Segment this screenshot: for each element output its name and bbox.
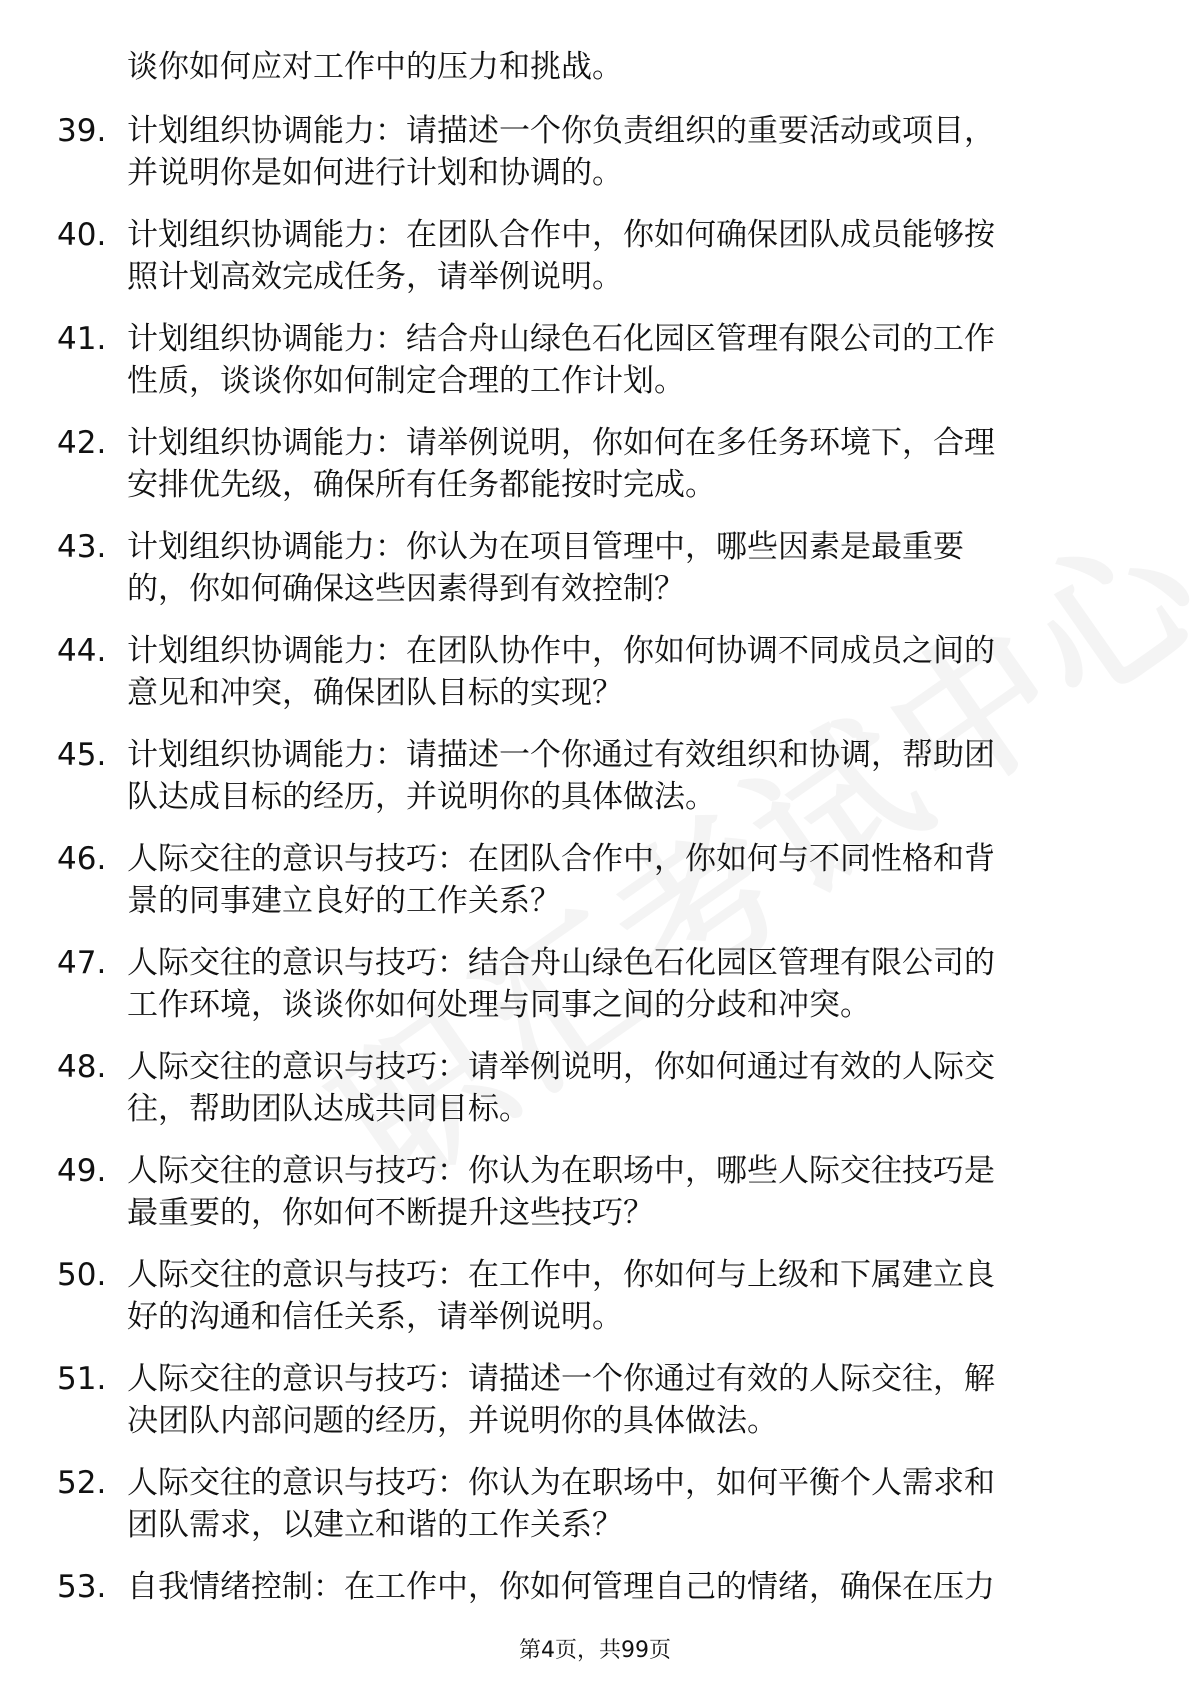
- question-line: 人际交往的意识与技巧：请描述一个你通过有效的人际交往，解: [127, 1361, 995, 1397]
- question-text: [127, 1150, 1127, 1234]
- question-item: [0, 214, 1190, 318]
- question-line: 决团队内部问题的经历，并说明你的具体做法。: [127, 1403, 778, 1439]
- question-number: 41.: [57, 321, 107, 357]
- question-item: [0, 1254, 1190, 1358]
- question-line: 好的沟通和信任关系，请举例说明。: [127, 1299, 623, 1335]
- question-number: 51.: [57, 1361, 107, 1397]
- question-item: [0, 1046, 1190, 1150]
- question-text: [127, 214, 1127, 298]
- question-number: 46.: [57, 841, 107, 877]
- question-number: 50.: [57, 1257, 107, 1293]
- question-line: 并说明你是如何进行计划和协调的。: [127, 155, 623, 191]
- question-text: [127, 1254, 1127, 1338]
- question-text: [127, 318, 1127, 402]
- question-line: 计划组织协调能力：请描述一个你通过有效组织和协调，帮助团: [127, 737, 995, 773]
- question-item: [0, 1462, 1190, 1566]
- question-item: [0, 734, 1190, 838]
- question-number: 53.: [57, 1569, 107, 1605]
- question-line: 计划组织协调能力：在团队合作中，你如何确保团队成员能够按: [127, 217, 995, 253]
- question-item: [0, 110, 1190, 214]
- question-list: [0, 110, 1190, 1670]
- question-line: 计划组织协调能力：在团队协作中，你如何协调不同成员之间的: [127, 633, 995, 669]
- question-line: 团队需求，以建立和谐的工作关系？: [127, 1507, 623, 1543]
- question-text: [127, 1566, 1127, 1608]
- question-text: [127, 630, 1127, 714]
- question-line: 的，你如何确保这些因素得到有效控制？: [127, 571, 685, 607]
- question-line: 人际交往的意识与技巧：请举例说明，你如何通过有效的人际交: [127, 1049, 995, 1085]
- question-text: [127, 526, 1127, 610]
- question-text: [127, 942, 1127, 1026]
- question-text: [127, 838, 1127, 922]
- question-text: [127, 1046, 1127, 1130]
- question-number: 39.: [57, 113, 107, 149]
- question-line: 最重要的，你如何不断提升这些技巧？: [127, 1195, 654, 1231]
- question-line: 人际交往的意识与技巧：结合舟山绿色石化园区管理有限公司的: [127, 945, 995, 981]
- question-item: [0, 318, 1190, 422]
- question-line: 人际交往的意识与技巧：在工作中，你如何与上级和下属建立良: [127, 1257, 995, 1293]
- question-number: 42.: [57, 425, 107, 461]
- question-item: [0, 1150, 1190, 1254]
- question-line: 景的同事建立良好的工作关系？: [127, 883, 561, 919]
- question-line: 人际交往的意识与技巧：在团队合作中，你如何与不同性格和背: [127, 841, 995, 877]
- question-line: 照计划高效完成任务，请举例说明。: [127, 259, 623, 295]
- question-number: 48.: [57, 1049, 107, 1085]
- question-number: 43.: [57, 529, 107, 565]
- question-item: [0, 526, 1190, 630]
- question-line: 计划组织协调能力：你认为在项目管理中，哪些因素是最重要: [127, 529, 964, 565]
- question-line: 计划组织协调能力：结合舟山绿色石化园区管理有限公司的工作: [127, 321, 995, 357]
- question-number: 49.: [57, 1153, 107, 1189]
- question-item: [0, 630, 1190, 734]
- question-line: 意见和冲突，确保团队目标的实现？: [127, 675, 623, 711]
- question-number: 44.: [57, 633, 107, 669]
- question-line: 安排优先级，确保所有任务都能按时完成。: [127, 467, 716, 503]
- question-item: [0, 838, 1190, 942]
- question-line: 自我情绪控制：在工作中，你如何管理自己的情绪，确保在压力: [127, 1569, 995, 1605]
- question-line: 往，帮助团队达成共同目标。: [127, 1091, 530, 1127]
- question-line: 计划组织协调能力：请描述一个你负责组织的重要活动或项目，: [127, 113, 995, 149]
- question-text: [127, 734, 1127, 818]
- question-line: 人际交往的意识与技巧：你认为在职场中，哪些人际交往技巧是: [127, 1153, 995, 1189]
- question-text: [127, 422, 1127, 506]
- question-item: [0, 422, 1190, 526]
- question-number: 40.: [57, 217, 107, 253]
- question-text: [127, 1358, 1127, 1442]
- question-text: [127, 110, 1127, 194]
- question-line: 计划组织协调能力：请举例说明，你如何在多任务环境下，合理: [127, 425, 995, 461]
- page-footer: 第4页，共99页: [519, 1638, 671, 1663]
- question-line: 性质，谈谈你如何制定合理的工作计划。: [127, 363, 685, 399]
- question-number: 47.: [57, 945, 107, 981]
- question-item: [0, 1358, 1190, 1462]
- question-line: 队达成目标的经历，并说明你的具体做法。: [127, 779, 716, 815]
- question-item: [0, 942, 1190, 1046]
- continuation-text: 谈你如何应对工作中的压力和挑战。: [127, 49, 623, 85]
- question-number: 45.: [57, 737, 107, 773]
- question-line: 人际交往的意识与技巧：你认为在职场中，如何平衡个人需求和: [127, 1465, 995, 1501]
- question-text: [127, 1462, 1127, 1546]
- question-line: 工作环境，谈谈你如何处理与同事之间的分歧和冲突。: [127, 987, 871, 1023]
- question-number: 52.: [57, 1465, 107, 1501]
